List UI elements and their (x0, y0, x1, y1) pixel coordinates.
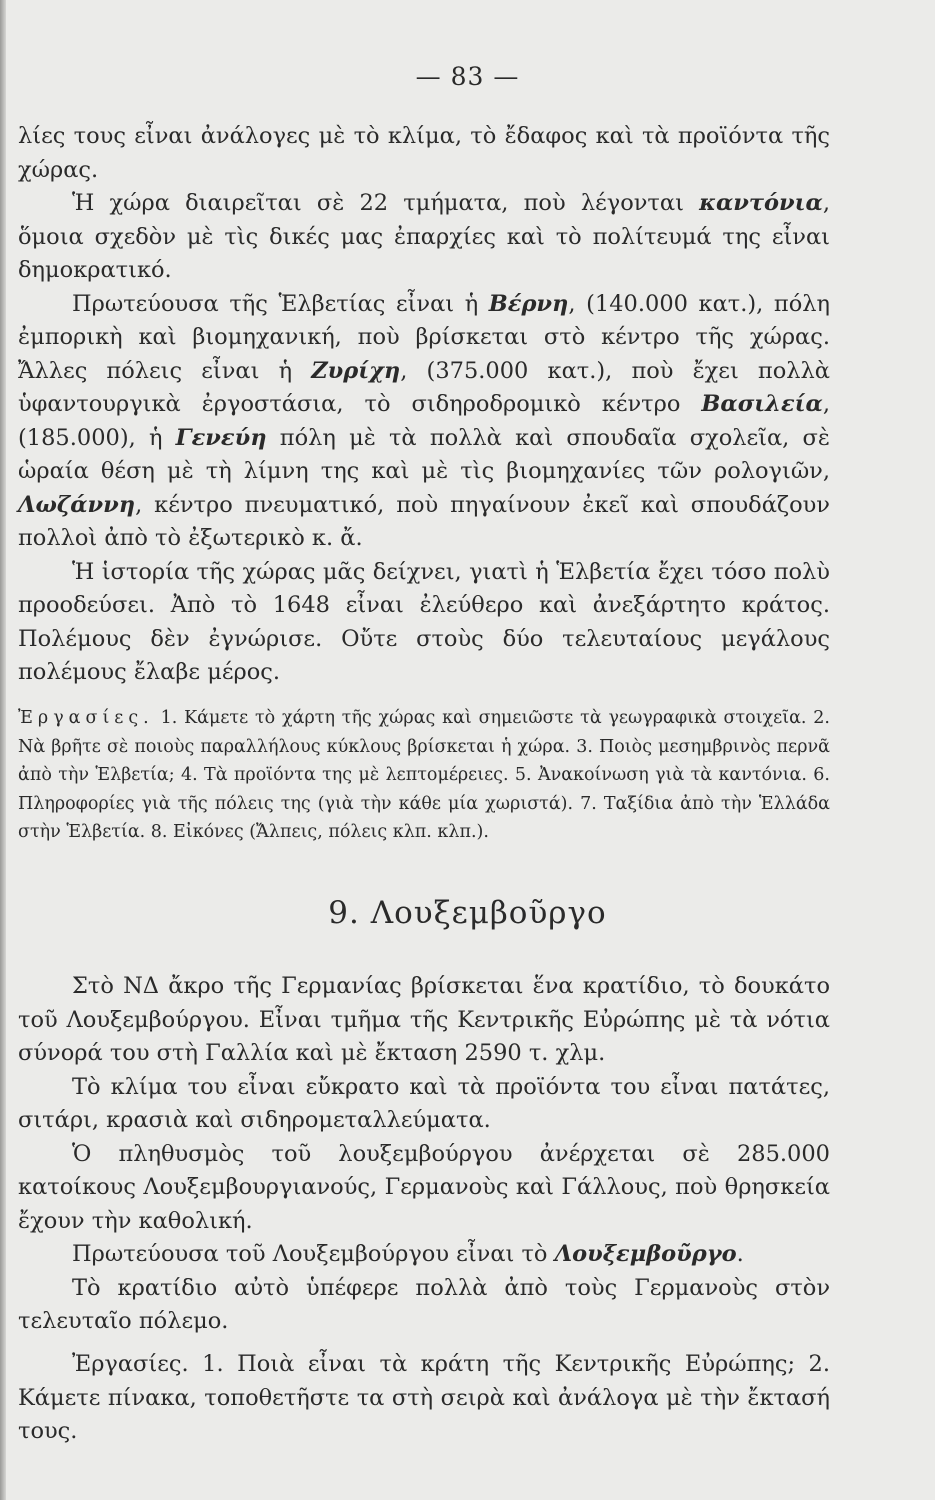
paragraph-text: Ὁ πληθυσμὸς τοῦ λουξεμβούργου ἀνέρχεται σὲ 285.000 κατοίκους Λουξεμβουργιανούς, Γερμανοὺς καὶ Γάλλους, ποὺ θρησκεία ἔχουν τὴν καθολική. (18, 1140, 830, 1234)
paragraph-text: , (185.000), ἡ (18, 391, 830, 451)
page-number: — 83 — (415, 62, 520, 91)
paragraph-text: Πρωτεύουσα τοῦ Λουξεμβούργου εἶναι τὸ (72, 1241, 555, 1267)
paragraph-text: Ἡ ἱστορία τῆς χώρας μᾶς δείχνει, γιατὶ ἡ Ἑλβετία ἔχει τόσο πολὺ προοδεύσει. Ἀπὸ τὸ 1648 εἶναι ἐλεύθερο καὶ ἀνεξάρτητο κράτος. Πολέμους δὲν ἐγνώρισε. Οὔτε στοὺς δύο τελευταίους μεγάλους πολέμους ἔλαβε μέρος. (18, 558, 830, 685)
paragraph-capital (18, 1238, 830, 1272)
switzerland-exercises (18, 704, 830, 847)
paragraph-text: Πρωτεύουσα τῆς Ἑλβετίας εἶναι ἡ (72, 290, 489, 317)
exercise-label: Ἐργασίες. (72, 1351, 189, 1377)
paragraph-text: Τὸ κλίμα του εἶναι εὔκρατο καὶ τὰ προϊόντα του εἶναι πατάτες, σιτάρι, κρασιὰ καὶ σιδηρομεταλλεύματα. (18, 1073, 830, 1133)
exercise-text: 1. Ποιὰ εἶναι τὰ κράτη τῆς Κεντρικῆς Εὐρώπης; 2. Κάμετε πίνακα, τοποθετῆστε τα στὴ σειρὰ καὶ ἀνάλογα μὲ τὴν ἔκτασή τους. (18, 1351, 830, 1444)
chapter-title: 9. Λουξεμβοῦργο (328, 895, 607, 931)
paragraph-text: , ὅμοια σχεδὸν μὲ τὶς δικές μας ἐπαρχίες καὶ τὸ πολίτευμά της εἶναι δημοκρατικό. (18, 190, 830, 283)
luxembourg-text (18, 970, 830, 1339)
paragraph-history (18, 556, 830, 690)
exercise-paragraph (18, 1348, 830, 1449)
paragraph-continuation (18, 120, 830, 187)
city-lausanne: Λωζάννη (18, 491, 136, 518)
switzerland-text (18, 120, 830, 690)
city-geneva: Γενεύη (175, 424, 267, 451)
paragraph-cantons (18, 187, 830, 288)
city-bern: Βέρνη (488, 290, 569, 317)
paragraph-text: Στὸ ΝΔ ἄκρο τῆς Γερμανίας βρίσκεται ἕνα κρατίδιο, τὸ δουκάτο τοῦ Λουξεμβούργου. Εἶναι τμῆμα τῆς Κεντρικῆς Εὐρώπης μὲ τὰ νότια σύνορά του στὴ Γαλλία καὶ μὲ ἔκταση 2590 τ. χλμ. (18, 973, 830, 1066)
city-zurich: Ζυρίχη (311, 357, 401, 384)
luxembourg-exercises (18, 1348, 830, 1449)
exercise-label: Ἐργασίες. (18, 708, 154, 728)
city-basel: Βασιλεία (701, 391, 823, 417)
city-luxembourg: Λουξεμβοῦργο (554, 1241, 737, 1267)
paragraph-text: Ἡ χώρα διαιρεῖται σὲ 22 τμήματα, ποὺ λέγονται (72, 190, 700, 216)
paragraph-text: , κέντρο πνευματικό, ποὺ πηγαίνουν ἐκεῖ καὶ σπουδάζουν πολλοὶ ἀπὸ τὸ ἐξωτερικὸ κ. ἄ. (18, 491, 830, 551)
paragraph-population (18, 1138, 830, 1239)
paragraph-text: , (140.000 κατ.), πόλη ἐμπορικὴ καὶ βιομηχανική, ποὺ βρίσκεται στὸ κέντρο τῆς χώρας. Ἄλλες πόλεις εἶναι ἡ (18, 290, 830, 384)
paragraph-text: Τὸ κρατίδιο αὐτὸ ὑπέφερε πολλὰ ἀπὸ τοὺς Γερμανοὺς στὸν τελευταῖο πόλεμο. (18, 1274, 830, 1334)
paragraph-cities (18, 288, 830, 556)
paragraph-climate (18, 1071, 830, 1138)
paragraph-text: πόλη μὲ τὰ πολλὰ καὶ σπουδαῖα σχολεῖα, σὲ ὡραία θέση μὲ τὴ λίμνη της καὶ μὲ τὶς βιομηχανίες τῶν ρολογιῶν, (18, 424, 830, 484)
page-edge (0, 0, 6, 1500)
paragraph-war (18, 1272, 830, 1339)
paragraph-text: , (375.000 κατ.), ποὺ ἔχει πολλὰ ὑφαντουργικὰ ἐργοστάσια, τὸ σιδηροδρομικὸ κέντρο (18, 357, 830, 417)
paragraph-text: . (736, 1241, 744, 1267)
paragraph-location (18, 970, 830, 1071)
term-cantons: καντόνια (699, 190, 823, 216)
exercise-text: 1. Κάμετε τὸ χάρτη τῆς χώρας καὶ σημειῶστε τὰ γεωγραφικὰ στοιχεῖα. 2. Νὰ βρῆτε σὲ ποιοὺς παραλλήλους κύκλους βρίσκεται ἡ χώρα. 3. Ποιὸς μεσημβρινὸς περνᾶ ἀπὸ τὴν Ἑλβετία; 4. Τὰ προϊόντα της μὲ λεπτομέρειες. 5. Ἀνακοίνωση γιὰ τὰ καντόνια. 6. Πληροφορίες γιὰ τῆς πόλεις της (γιὰ τὴν κάθε μία χωριστά). 7. Ταξίδια ἀπὸ τὴν Ἑλλάδα στὴν Ἑλβετία. 8. Εἰκόνες (Ἄλπεις, πόλεις κλπ. κλπ.). (18, 708, 830, 842)
paragraph-text: λίες τους εἶναι ἀνάλογες μὲ τὸ κλίμα, τὸ ἔδαφος καὶ τὰ προϊόντα τῆς χώρας. (18, 123, 830, 183)
